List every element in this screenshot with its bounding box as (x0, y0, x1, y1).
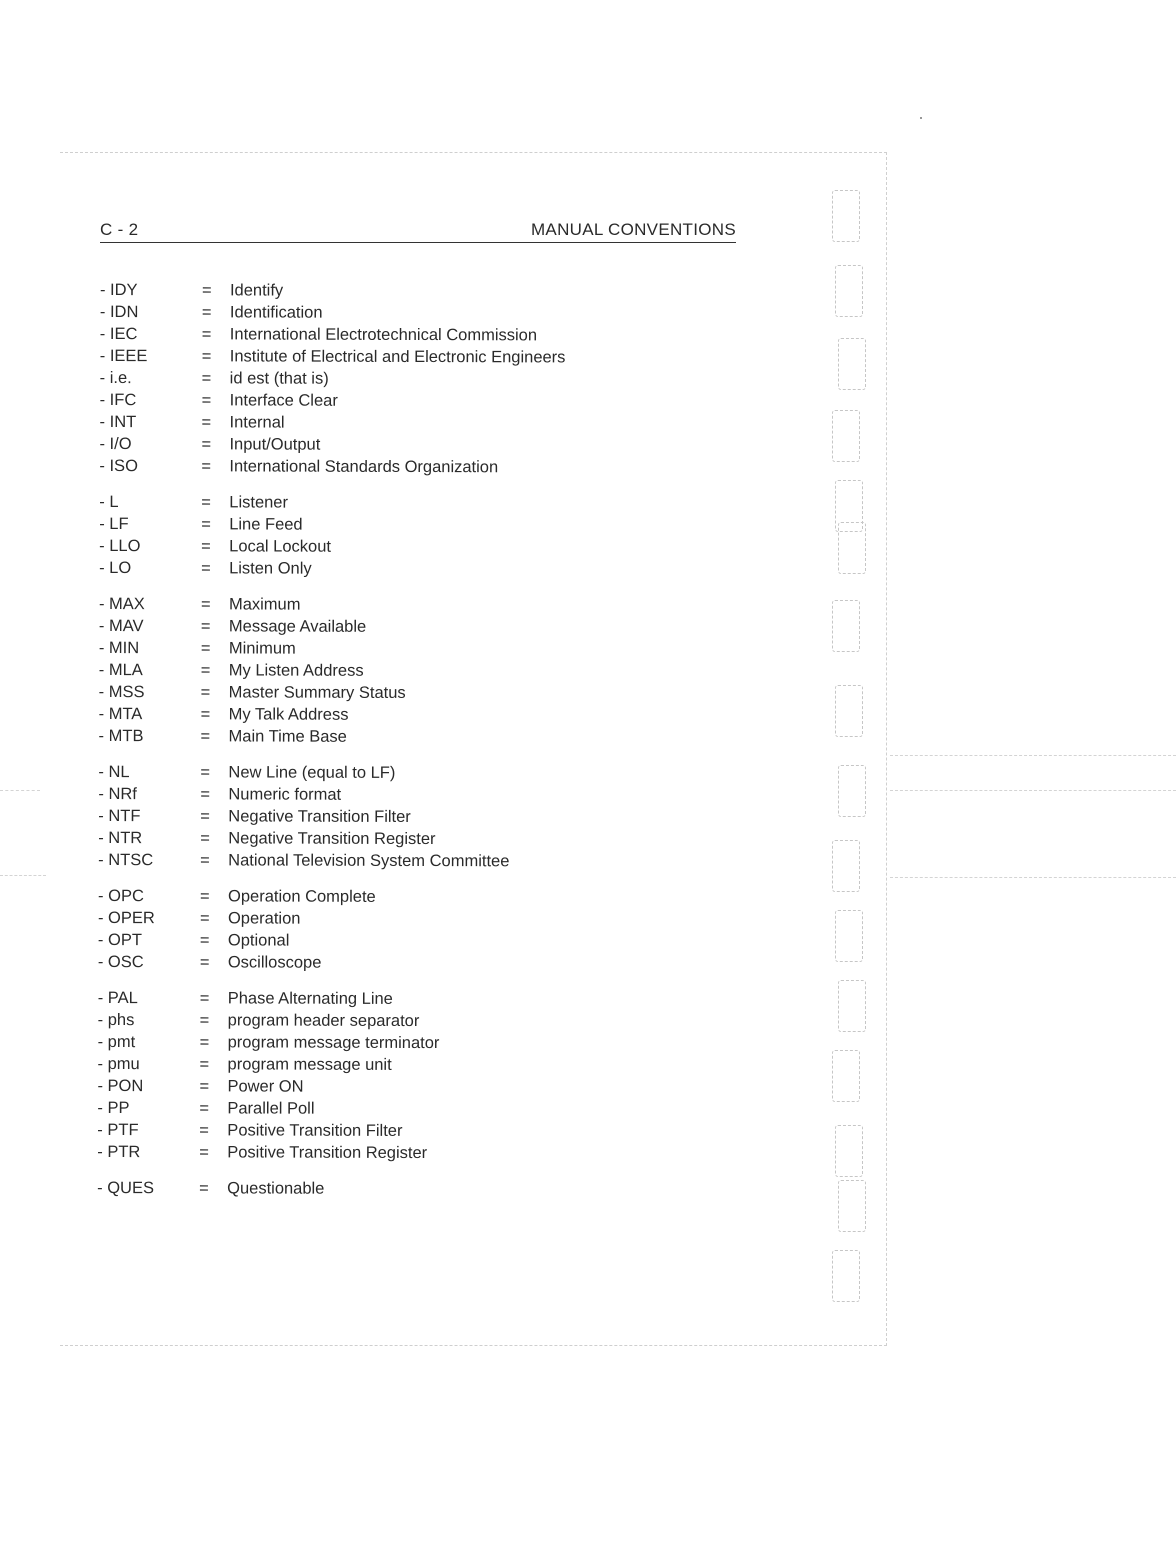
equals-sign: = (200, 807, 210, 826)
abbreviation-term: - L (99, 492, 119, 512)
abbreviation-term: - phs (97, 1010, 135, 1030)
abbreviation-row (99, 557, 739, 581)
abbreviation-term: - INT (99, 412, 137, 432)
abbreviation-definition: Internal (229, 413, 285, 432)
abbreviation-row (98, 885, 738, 909)
equals-sign: = (201, 515, 211, 534)
index-tab-outline (832, 190, 860, 242)
abbreviation-row (99, 703, 739, 727)
abbreviation-row (98, 761, 738, 785)
abbreviation-row (99, 491, 739, 515)
equals-sign: = (199, 1055, 210, 1074)
scan-line (890, 877, 1176, 878)
abbreviation-term: - MTB (98, 726, 144, 746)
abbreviation-term: - MAX (98, 594, 145, 614)
abbreviation-definition: International Standards Organization (229, 457, 499, 477)
abbreviation-definition: Numeric format (228, 785, 342, 804)
abbreviation-row (98, 1031, 738, 1055)
scan-line (890, 790, 1176, 791)
abbreviation-group (97, 987, 738, 1165)
equals-sign: = (201, 303, 212, 322)
equals-sign: = (200, 661, 211, 680)
index-tab-outline (835, 265, 863, 317)
abbreviation-term: - PTR (97, 1142, 141, 1162)
abbreviation-definition: Maximum (228, 595, 301, 614)
abbreviation-row (100, 367, 740, 391)
abbreviation-term: - NTSC (98, 850, 154, 870)
abbreviation-row (97, 1119, 737, 1143)
abbreviation-term: - OPT (97, 930, 142, 950)
abbreviation-list (97, 279, 740, 1215)
index-tab-outline (832, 1050, 860, 1102)
equals-sign: = (199, 909, 210, 928)
abbreviation-term: - OPC (98, 886, 144, 906)
abbreviation-group (99, 279, 740, 479)
abbreviation-group (99, 491, 739, 581)
scan-line (0, 790, 40, 791)
index-tab-outline (838, 338, 866, 390)
abbreviation-definition: Minimum (228, 639, 296, 658)
equals-sign: = (200, 887, 210, 906)
equals-sign: = (199, 1121, 209, 1140)
abbreviation-term: - I/O (99, 434, 132, 454)
abbreviation-definition: Line Feed (229, 515, 303, 534)
equals-sign: = (200, 639, 211, 658)
abbreviation-row (98, 987, 738, 1011)
abbreviation-term: - PON (97, 1076, 144, 1096)
equals-sign: = (200, 763, 211, 782)
abbreviation-term: - IDY (99, 281, 138, 300)
abbreviation-row (100, 345, 740, 369)
scan-line (890, 755, 1176, 756)
equals-sign: = (199, 1143, 209, 1162)
abbreviation-group (99, 593, 739, 749)
abbreviation-row (99, 513, 739, 537)
equals-sign: = (201, 537, 211, 556)
abbreviation-group (98, 761, 738, 873)
abbreviation-definition: Negative Transition Register (228, 829, 436, 849)
equals-sign: = (201, 347, 212, 366)
abbreviation-term: - LLO (99, 536, 141, 556)
abbreviation-row (98, 805, 738, 829)
equals-sign: = (200, 829, 210, 848)
abbreviation-term: - pmu (97, 1054, 140, 1074)
equals-sign: = (200, 595, 211, 614)
index-tab-outline (838, 1180, 866, 1232)
equals-sign: = (199, 1077, 210, 1096)
abbreviation-definition: Positive Transition Register (227, 1143, 428, 1163)
equals-sign: = (199, 953, 210, 972)
equals-sign: = (201, 391, 212, 410)
abbreviation-definition: Institute of Electrical and Electronic Engineers (229, 347, 566, 367)
abbreviation-term: - OSC (97, 952, 144, 972)
abbreviation-definition: Operation Complete (228, 887, 376, 906)
abbreviation-term: - MAV (98, 616, 144, 636)
index-tab-outline (832, 600, 860, 652)
abbreviation-row (98, 827, 738, 851)
scan-speck (920, 117, 922, 119)
abbreviation-term: - MLA (98, 660, 143, 680)
abbreviation-definition: Input/Output (229, 435, 321, 454)
index-tab-outline (835, 910, 863, 962)
abbreviation-definition: Phase Alternating Line (227, 989, 393, 1008)
abbreviation-term: - MSS (98, 682, 145, 702)
index-tab-outline (838, 765, 866, 817)
abbreviation-row (100, 301, 740, 325)
abbreviation-term: - NTR (98, 828, 143, 848)
abbreviation-term: - IEEE (99, 346, 148, 366)
abbreviation-row (97, 1097, 737, 1121)
equals-sign: = (200, 851, 210, 870)
equals-sign: = (200, 617, 211, 636)
index-tab-outline (838, 980, 866, 1032)
equals-sign: = (199, 1179, 209, 1198)
abbreviation-term: - LF (99, 514, 129, 534)
equals-sign: = (199, 931, 210, 950)
abbreviation-definition: program message terminator (227, 1033, 440, 1053)
abbreviation-term: - IDN (99, 302, 139, 322)
abbreviation-definition: Identification (229, 303, 323, 322)
abbreviation-group (97, 1177, 737, 1201)
abbreviation-row (99, 659, 739, 683)
abbreviation-row (98, 849, 738, 873)
abbreviation-definition: Main Time Base (228, 727, 347, 746)
abbreviation-definition: Oscilloscope (227, 953, 322, 972)
abbreviation-row (97, 1177, 737, 1201)
abbreviation-term: - PAL (97, 988, 138, 1008)
abbreviation-definition: Listen Only (229, 559, 312, 578)
equals-sign: = (200, 705, 211, 724)
abbreviation-definition: Parallel Poll (227, 1099, 315, 1118)
abbreviation-row (98, 783, 738, 807)
abbreviation-row (97, 1141, 737, 1165)
abbreviation-term: - NTF (98, 806, 141, 826)
abbreviation-row (97, 1075, 737, 1099)
abbreviation-definition: Interface Clear (229, 391, 338, 410)
equals-sign: = (201, 369, 212, 388)
abbreviation-row (100, 279, 740, 303)
abbreviation-definition: My Talk Address (228, 705, 349, 724)
equals-sign: = (201, 413, 212, 432)
equals-sign: = (200, 727, 211, 746)
page-number: C - 2 (100, 220, 139, 239)
equals-sign: = (199, 1011, 210, 1030)
abbreviation-definition: International Electrotechnical Commission (229, 325, 538, 345)
equals-sign: = (199, 1033, 210, 1052)
index-tabs (826, 180, 876, 1320)
abbreviation-term: - IEC (99, 324, 138, 344)
abbreviation-group (98, 885, 738, 975)
equals-sign: = (201, 457, 212, 476)
abbreviation-row (99, 615, 739, 639)
abbreviation-definition: My Listen Address (228, 661, 364, 680)
equals-sign: = (201, 559, 211, 578)
abbreviation-definition: Optional (227, 931, 290, 950)
abbreviation-term: - PP (97, 1098, 130, 1118)
abbreviation-term: - PTF (97, 1120, 139, 1140)
abbreviation-definition: Message Available (228, 617, 367, 636)
abbreviation-row (99, 433, 739, 457)
abbreviation-row (99, 637, 739, 661)
abbreviation-row (100, 389, 740, 413)
index-tab-outline (835, 1125, 863, 1177)
abbreviation-definition: id est (that is) (229, 369, 329, 388)
index-tab-outline (832, 410, 860, 462)
abbreviation-definition: Listener (229, 493, 289, 512)
abbreviation-row (98, 1009, 738, 1033)
abbreviation-term: - pmt (97, 1032, 136, 1052)
abbreviation-row (99, 535, 739, 559)
abbreviation-definition: New Line (equal to LF) (228, 763, 396, 782)
abbreviation-definition: Identify (229, 281, 284, 300)
page-header (100, 218, 736, 243)
equals-sign: = (201, 493, 211, 512)
abbreviation-row (99, 725, 739, 749)
abbreviation-definition: National Television System Committee (228, 851, 510, 871)
scan-line (0, 875, 46, 876)
abbreviation-term: - LO (99, 558, 132, 578)
index-tab-outline (832, 1250, 860, 1302)
section-title: MANUAL CONVENTIONS (530, 220, 736, 239)
equals-sign: = (200, 785, 211, 804)
abbreviation-term: - MTA (98, 704, 143, 724)
abbreviation-row (98, 907, 738, 931)
equals-sign: = (200, 683, 211, 702)
abbreviation-definition: program header separator (227, 1011, 420, 1031)
abbreviation-definition: Master Summary Status (228, 683, 406, 702)
abbreviation-definition: Power ON (227, 1077, 304, 1096)
abbreviation-definition: Negative Transition Filter (228, 807, 411, 826)
abbreviation-row (98, 951, 738, 975)
equals-sign: = (201, 325, 212, 344)
abbreviation-row (99, 455, 739, 479)
abbreviation-term: - OPER (97, 908, 155, 928)
abbreviation-definition: Operation (227, 909, 301, 928)
abbreviation-row (99, 681, 739, 705)
abbreviation-term: - NRf (98, 784, 137, 804)
equals-sign: = (199, 989, 210, 1008)
abbreviation-definition: Questionable (227, 1179, 325, 1198)
abbreviation-row (100, 323, 740, 347)
abbreviation-term: - IFC (99, 390, 137, 410)
abbreviation-row (100, 411, 740, 435)
equals-sign: = (201, 435, 212, 454)
abbreviation-term: - MIN (98, 638, 140, 658)
equals-sign: = (201, 281, 212, 300)
index-tab-outline (832, 840, 860, 892)
abbreviation-row (97, 1053, 737, 1077)
abbreviation-term: - i.e. (99, 368, 132, 388)
abbreviation-definition: Positive Transition Filter (227, 1121, 403, 1140)
index-tab-outline (835, 685, 863, 737)
abbreviation-term: - ISO (99, 456, 138, 476)
abbreviation-term: - QUES (97, 1178, 155, 1198)
index-tab-outline (838, 522, 866, 574)
abbreviation-definition: Local Lockout (229, 537, 332, 556)
abbreviation-row (99, 593, 739, 617)
equals-sign: = (199, 1099, 210, 1118)
abbreviation-term: - NL (98, 762, 130, 782)
abbreviation-row (98, 929, 738, 953)
abbreviation-definition: program message unit (227, 1055, 392, 1074)
